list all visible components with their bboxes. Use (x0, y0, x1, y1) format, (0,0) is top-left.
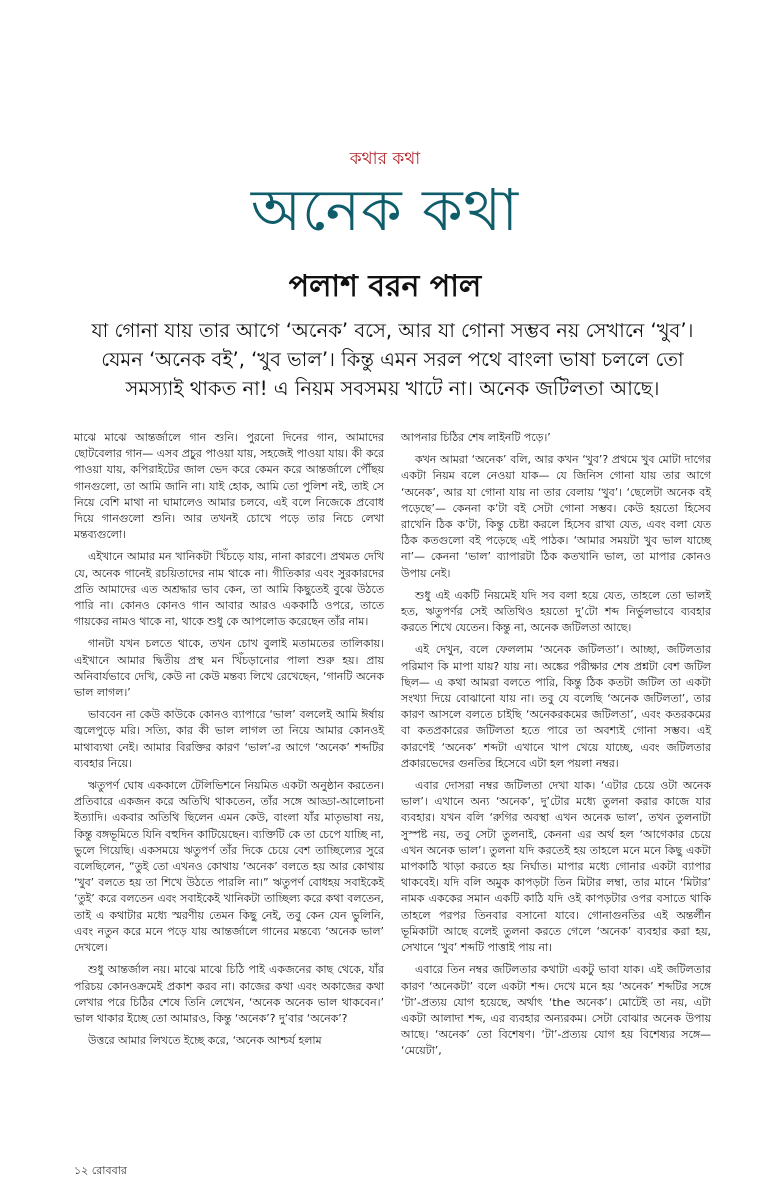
author-name: পলাশ বরন পাল (288, 269, 482, 304)
paragraph: আপনার চিঠির শেষ লাইনটি পড়ে।’ (401, 431, 551, 444)
paragraph: শুধু এই একটি নিয়মেই যদি সব বলা হয়ে যেত, তাহলে তো ভালই হত, ঋতুপর্ণর সেই অতিথিও হয়তো দু’টো শব্দ নির্ভুলভাবে ব্যবহার করতে শিখে যেতেন। কিন্তু না, অনেক জটিলতা আছে। (401, 588, 711, 635)
paragraph: কখন আমরা ‘অনেক’ বলি, আর কখন ‘খুব’? প্রথমে খুব মোটা দাগের একটা নিয়ম বলে নেওয়া যাক— যে জিনিস গোনা যায় তার আগে ‘অনেক’, আর যা গোনা যায় না তার বেলায় ‘খুব’। ‘ছেলেটা অনেক বই পড়েছে’— কেননা ক’টা বই সেটা গোনা সম্ভব। কেউ হয়তো হিসেব রাখেনি ঠিক ক’টা, কিন্তু চেষ্টা করলে হিসেব রাখা যেত, এবং বলা যেত ঠিক কতগুলো বই পড়েছে এই পাঠক। ‘আমার সময়টা খুব ভাল যাচ্ছে না’— কেননা ‘ভাল’ ব্যাপারটা ঠিক কতখানি ভাল, তা মাপার কোনও উপায় নেই। (401, 453, 711, 580)
paragraph: এবারে তিন নম্বর জটিলতার কথাটা একটু ভাবা যাক। এই জটিলতার কারণ ‘অনেকটা’ বলে একটা শব্দ। দেখে মনে হয় ‘অনেক’ শব্দটির সঙ্গে ‘টা’-প্রত্যয় যোগ হয়েছে, অর্থাৎ ‘the অনেক’। মোটেই তা নয়, এটা একটা আলাদা শব্দ, এর ব্যবহার অন্যরকম। সেটা বোঝার অনেক উপায় আছে। ‘অনেক’ তো বিশেষণ। ‘টা’-প্রত্যয় যোগ হয় বিশেষ্যর সঙ্গে— ‘মেয়েটা’, (401, 963, 711, 1058)
paragraph: ঋতুপর্ণ ঘোষ এককালে টেলিভিশনে নিয়মিত একটা অনুষ্ঠান করতেন। প্রতিবারে একজন করে অতিথি থাকতেন, তাঁর সঙ্গে আড্ডা-আলোচনা ইত্যাদি। একবার অতিথি ছিলেন এমন কেউ, বাংলা যাঁর মাতৃভাষা নয়, কিন্তু বঙ্গভূমিতে যিনি বহুদিন কাটিয়েছেন। ব্যক্তিটি কে তা চেপে যাচ্ছি না, ভুলে গিয়েছি। একসময়ে ঋতুপর্ণ তাঁর দিকে চেয়ে বেশ তাচ্ছিল্যের সুরে বলেছিলেন, “তুই তো এখনও কোথায় ‘অনেক’ বলতে হয় আর কোথায় ‘খুব’ বলতে হয় তা শিখে উঠতে পারলি না।” ঋতুপর্ণ বোধহয় সবাইকেই ‘তুই’ করে বলতেন এবং সবাইকেই খানিকটা তাচ্ছিল্য করে কথা বলতেন, তাই এ কথাটার মধ্যে স্মরণীয় তেমন কিছু নেই, তবু কেন যেন ভুলিনি, এবং নতুন করে মনে পড়ে যায় আন্তর্জালে গানের মন্তব্যে ‘অনেক ভাল’ দেখলে। (74, 779, 384, 955)
left-column (74, 430, 384, 1049)
paragraph: মাঝে মাঝে আন্তর্জালে গান শুনি। পুরনো দিনের গান, আমাদের ছোটবেলার গান— এসব প্রচুর পাওয়া যায়, সহজেই পাওয়া যায়। কী করে পাওয়া যায়, কপিরাইটের জাল ভেদ করে কেমন করে আন্তর্জালে পৌঁছয় গানগুলো, তা আমি জানি না। যাই হোক, আমি তো পুলিশ নই, তাই সে নিয়ে বেশি মাথা না ঘামালেও আমার চলবে, এই বলে নিজেকে প্রবোধ দিয়ে গানগুলো শুনি। আর তখনই চোখে পড়ে তার নিচে লেখা মন্তব্যগুলো। (74, 431, 384, 542)
paragraph: এবার দোসরা নম্বর জটিলতা দেখা যাক। ‘এটার চেয়ে ওটা অনেক ভাল’। এখানে অন্য ‘অনেক’, দু’টোর মধ্যে তুলনা করার কাজে যার ব্যবহার। যখন বলি ‘রুগির অবস্থা এখন অনেক ভাল’, তখন তুলনাটা সুস্পষ্ট নয়, তবু সেটা তুলনাই, কেননা এর অর্থ হল ‘আগেকার চেয়ে এখন অনেক ভাল’। তুলনা যদি করতেই হয় তাহলে মনে মনে কিছু একটা মাপকাঠি খাড়া করতে হয় নির্ঘাত। মাপার মধ্যে গোনার একটা ব্যাপার থাকবেই। যদি বলি অমুক কাপড়টা তিন মিটার লম্বা, তার মানে ‘মিটার’ নামক এককের সমান একটি কাঠি যদি ওই কাপড়টার ওপর বসাতে থাকি তাহলে পরপর তিনবার বসানো যাবে। গোনাগুনতির এই অন্তর্লীন ভূমিকাটা আছে বলেই তুলনা করতে গেলে ‘অনেক’ ব্যবহার করা হয়, সেখানে ‘খুব’ শব্দটি পাত্তাই পায় না। (401, 779, 711, 955)
article-lede: যা গোনা যায় তার আগে ‘অনেক’ বসে, আর যা গোনা সম্ভব নয় সেখানে ‘খুব’। যেমন ‘অনেক বই’, ‘খুব ভাল’। কিন্তু এমন সরল পথে বাংলা ভাষা চললে তো সমস্যাই থাকত না! এ নিয়ম সবসময় খাটে না। অনেক জটিলতা আছে। (91, 319, 694, 400)
article-title: অনেক কথা (250, 176, 520, 244)
page-folio: ১২ রোববার (74, 1164, 127, 1177)
paragraph: এই দেখুন, বলে ফেললাম ‘অনেক জটিলতা’। আচ্ছা, জটিলতার পরিমাণ কি মাপা যায়? যায় না। অঙ্কের পরীক্ষার শেষ প্রশ্নটা বেশ জটিল ছিল— এ কথা আমরা বলতে পারি, কিন্তু ঠিক কতটা জটিল তা একটা সংখ্যা দিয়ে বোঝানো যায় না। তবু যে বলেছি ‘অনেক জটিলতা’, তার কারণ আসলে বলতে চাইছি ‘অনেকরকমের জটিলতা’, এবং কতরকমের বা কতপ্রকারের জটিলতা হতে পারে তা অবশ্যই গোনা সম্ভব। এই কারণেই ‘অনেক’ শব্দটা এখানে খাপ খেয়ে যাচ্ছে, এবং জটিলতার প্রকারভেদের গুনতির হিসেবে এটা হল পয়লা নম্বর। (401, 643, 711, 770)
paragraph: শুধু আন্তর্জাল নয়। মাঝে মাঝে চিঠি পাই একজনের কাছ থেকে, যাঁর পরিচয় কোনওক্রমেই প্রকাশ করব না। কাজের কথা এবং অকাজের কথা লেখার পরে চিঠির শেষে তিনি লেখেন, ‘অনেক অনেক ভাল থাকবেন।’ ভাল থাকার ইচ্ছে তো আমারও, কিন্তু ‘অনেক’? দু’বার ‘অনেক’? (74, 963, 384, 1025)
paragraph: উত্তরে আমার লিখতে ইচ্ছে করে, ‘অনেক আশ্চর্য হলাম (88, 1034, 322, 1048)
paragraph: গানটা যখন চলতে থাকে, তখন চোখ বুলাই মতামতের তালিকায়। এইখানে আমার দ্বিতীয় প্রস্থ মন খিঁচড়ানোর পালা শুরু হয়। প্রায় অনিবার্যভাবে দেখি, কেউ না কেউ মন্তব্য লিখে রেখেছেন, ‘গানটি অনেক ভাল লাগল।’ (74, 637, 384, 700)
paragraph: এইখানে আমার মন খানিকটা খিঁচড়ে যায়, নানা কারণে। প্রথমত দেখি যে, অনেক গানেই রচয়িতাদের নাম থাকে না। গীতিকার এবং সুরকারদের প্রতি আমাদের এত অশ্রদ্ধার ভাব কেন, তা আমি কিছুতেই বুঝে উঠতে পারি না। কোনও কোনও গান আবার আরও এককাঠি ওপরে, তাতে গায়কের নামও থাকে না, থাকে শুধু কে আপলোড করেছেন তাঁর নাম। (74, 550, 384, 629)
right-column (401, 430, 711, 1060)
section-kicker: কথার কথা (349, 149, 421, 169)
paragraph: ভাববেন না কেউ কাউকে কোনও ব্যাপারে ‘ভাল’ বললেই আমি ঈর্ষায় জ্বলেপুড়ে মরি। সত্যি, কার কী ভাল লাগল তা নিয়ে আমার কোনওই মাথাব্যথা নেই। আমার বিরক্তির কারণ ‘ভাল’-র আগে ‘অনেক’ শব্দটির ব্যবহার নিয়ে। (74, 708, 384, 770)
